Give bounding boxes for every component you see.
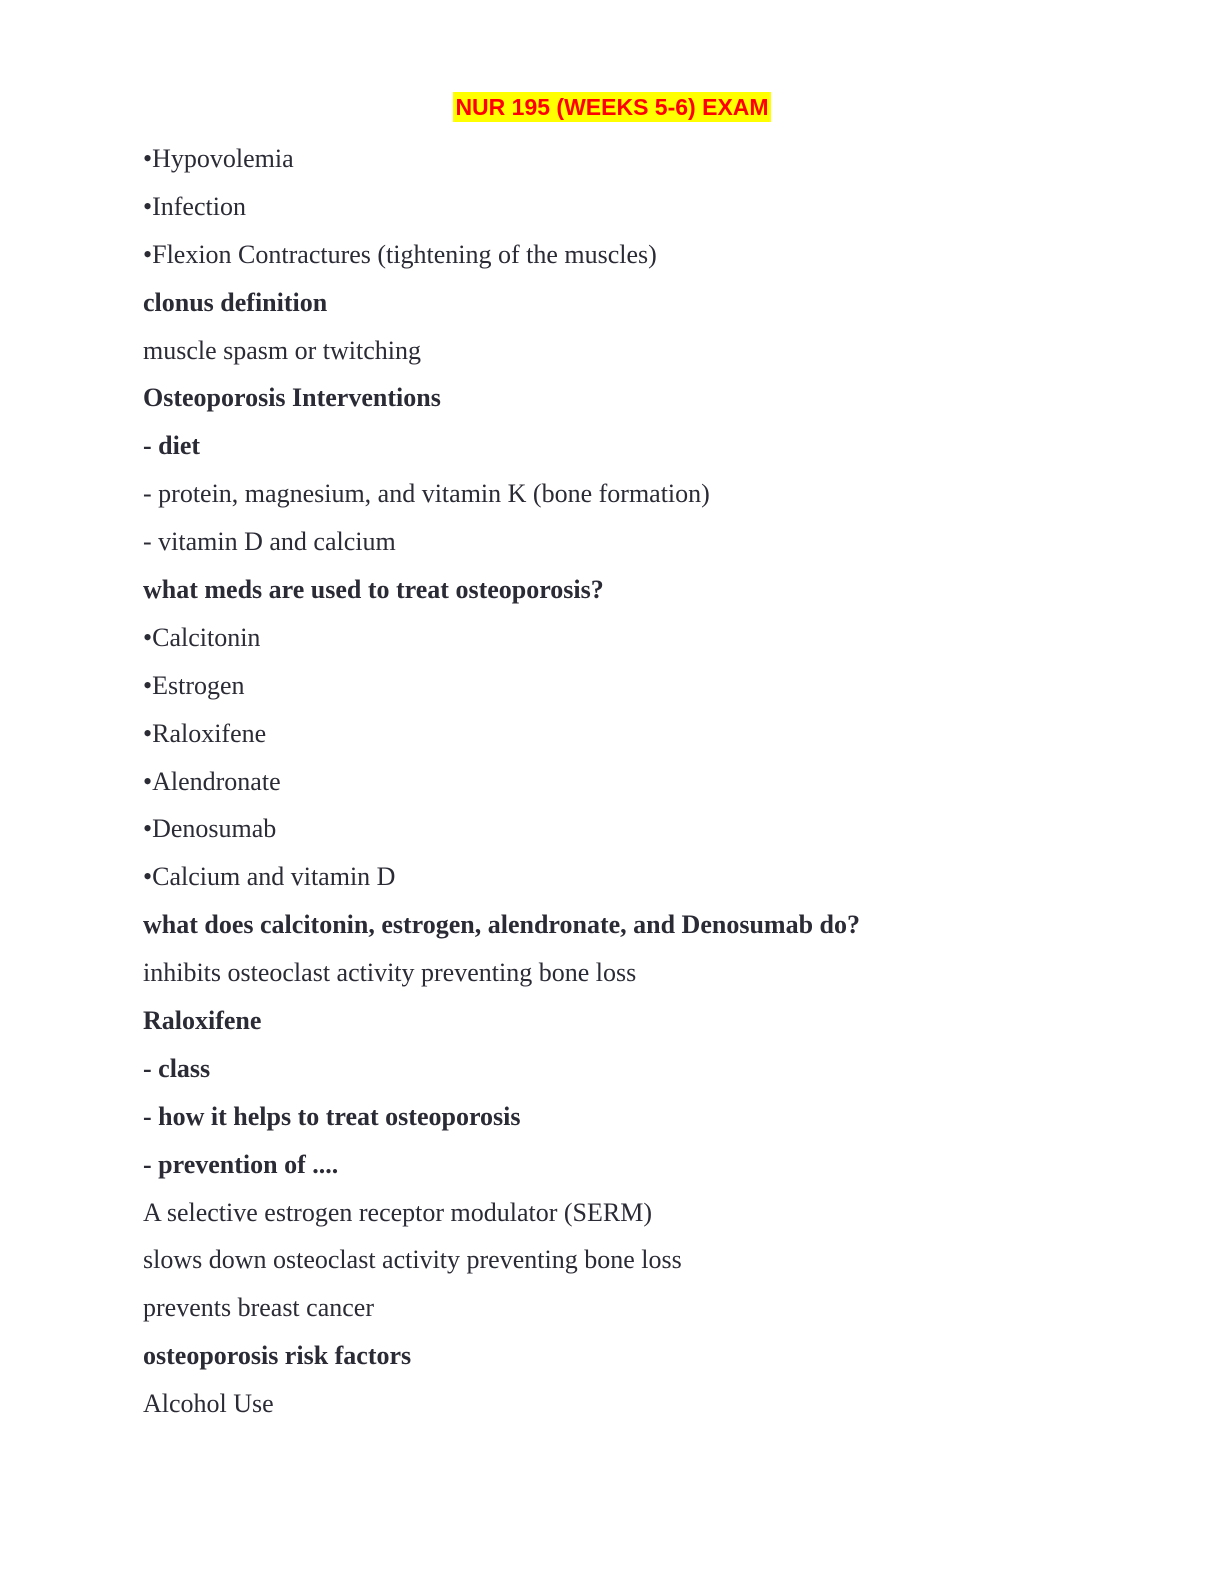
heading-prevention-of: - prevention of .... [143,1149,339,1179]
line-inhibits-osteoclast: inhibits osteoclast activity preventing bone loss [143,958,637,988]
heading-meds-question: what meds are used to treat osteoporosis? [143,575,604,605]
line-bullet-calcium-vitamin-d: •Calcium and vitamin D [143,862,396,892]
heading-osteoporosis-interventions: Osteoporosis Interventions [143,383,441,413]
line-slows-osteoclast: slows down osteoclast activity preventing bone loss [143,1245,682,1275]
line-bullet-raloxifene: •Raloxifene [143,718,267,748]
line-bullet-hypovolemia: •Hypovolemia [143,144,294,173]
line-bullet-flexion-contractures: •Flexion Contractures (tightening of the muscles) [143,239,657,269]
line-prevents-breast-cancer: prevents breast cancer [143,1293,374,1323]
heading-clonus-definition: clonus definition [143,287,328,317]
line-serm: A selective estrogen receptor modulator (SERM) [143,1197,653,1227]
line-alcohol-use: Alcohol Use [143,1389,274,1419]
heading-risk-factors: osteoporosis risk factors [143,1341,412,1371]
line-bullet-calcitonin: •Calcitonin [143,622,261,652]
document-title: NUR 195 (WEEKS 5-6) EXAM [455,94,769,120]
heading-diet: - diet [143,431,201,461]
title-container [0,92,1224,122]
heading-class: - class [143,1053,211,1083]
line-bullet-infection: •Infection [143,191,246,221]
line-bullet-alendronate: •Alendronate [143,766,281,796]
line-clonus-answer: muscle spasm or twitching [143,335,422,365]
line-bullet-denosumab: •Denosumab [143,814,277,844]
line-vitamin-d-calcium: - vitamin D and calcium [143,527,396,557]
heading-how-it-helps: - how it helps to treat osteoporosis [143,1101,521,1131]
document-body [143,142,1143,1435]
heading-meds-action-question: what does calcitonin, estrogen, alendronate, and Denosumab do? [143,910,860,940]
line-bullet-estrogen: •Estrogen [143,670,245,700]
line-protein-magnesium-vitamin-k: - protein, magnesium, and vitamin K (bone formation) [143,479,710,509]
heading-raloxifene: Raloxifene [143,1006,262,1036]
